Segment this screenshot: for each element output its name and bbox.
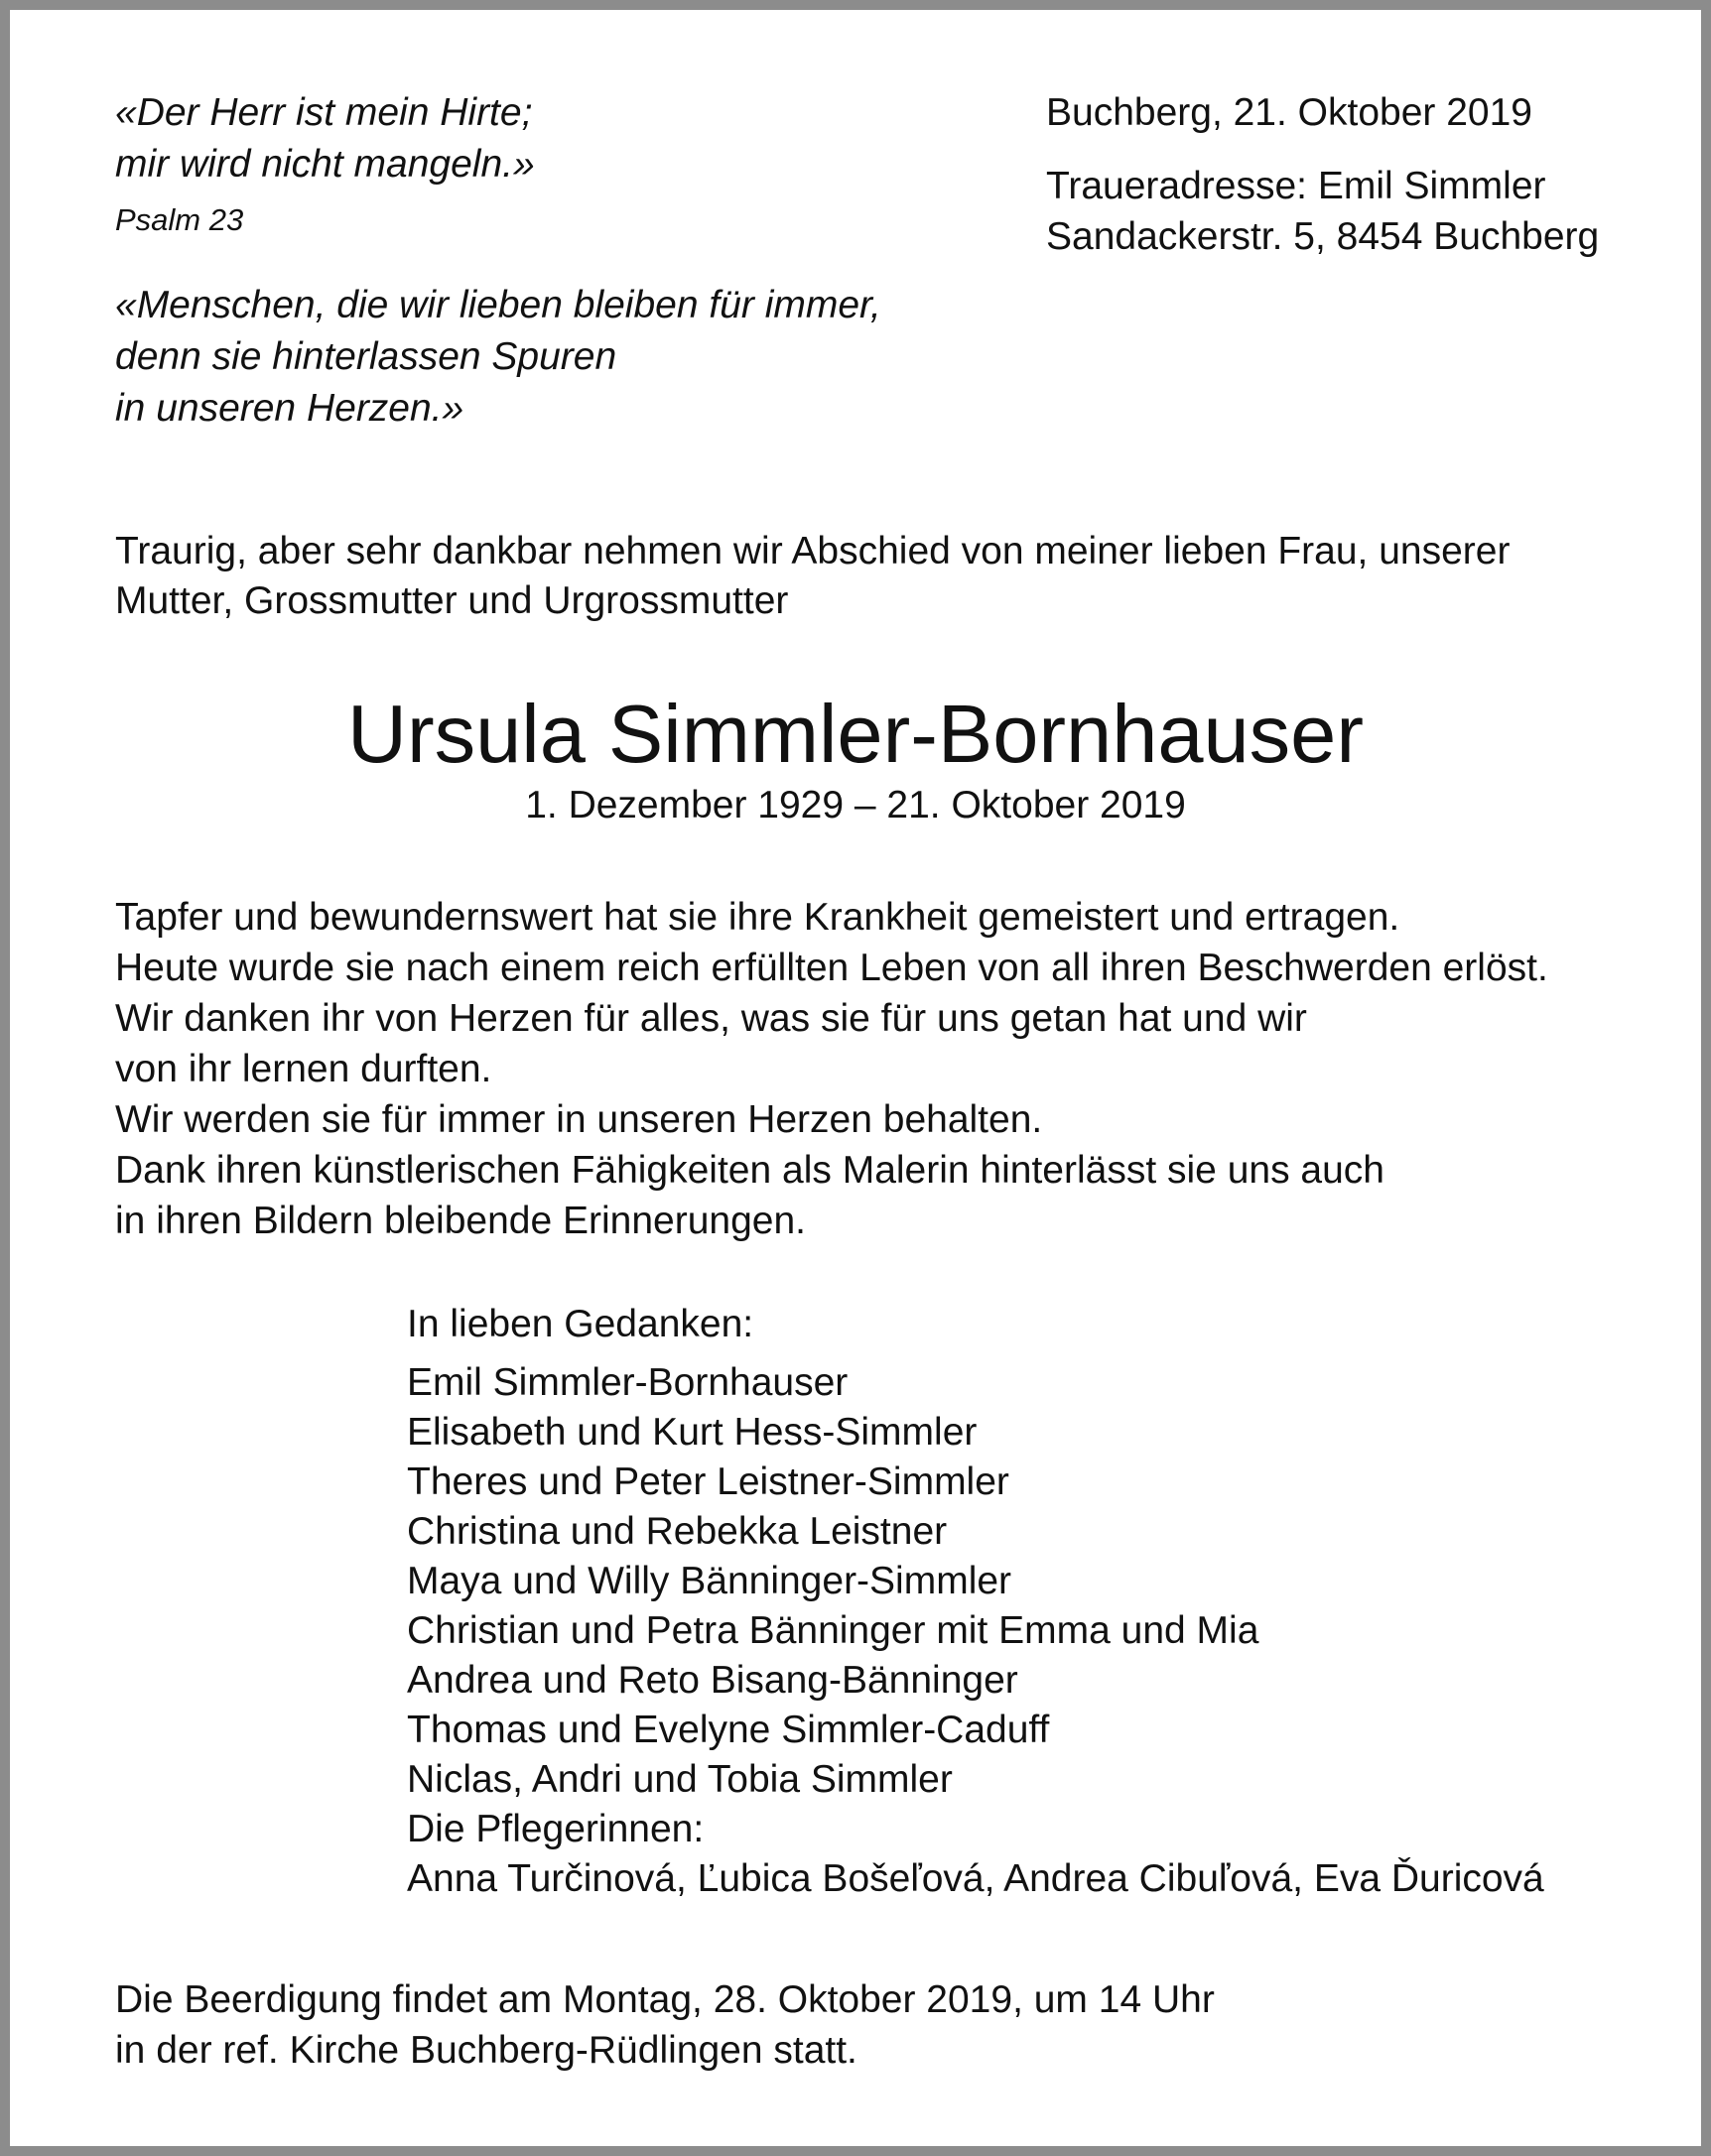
mourning-address-line: Traueradresse: Emil Simmler <box>1046 165 1546 207</box>
mourner-name: Elisabeth und Kurt Hess-Simmler <box>407 1411 978 1454</box>
mourner-name: Thomas und Evelyne Simmler-Caduff <box>407 1709 1050 1751</box>
intro-line: Traurig, aber sehr dankbar nehmen wir Abschied von meiner lieben Frau, unserer <box>115 530 1511 572</box>
mourner-name: Emil Simmler-Bornhauser <box>407 1361 849 1404</box>
intro-text <box>115 527 1510 626</box>
place-date: Buchberg, 21. Oktober 2019 <box>1046 91 1532 134</box>
memory-quote-line: «Menschen, die wir lieben bleiben für immer, <box>115 284 881 326</box>
mourning-address <box>1046 161 1599 262</box>
tribute-line: Heute wurde sie nach einem reich erfüllten Leben von all ihren Beschwerden erlöst. <box>115 947 1548 989</box>
tribute-line: Tapfer und bewundernswert hat sie ihre Krankheit gemeistert und ertragen. <box>115 896 1400 939</box>
psalm-quote-line: mir wird nicht mangeln.» <box>115 143 535 186</box>
tribute-line: Wir werden sie für immer in unseren Herzen behalten. <box>115 1098 1043 1141</box>
tribute-text <box>115 892 1548 1246</box>
mourner-name: Christian und Petra Bänninger mit Emma und Mia <box>407 1609 1259 1652</box>
funeral-line: in der ref. Kirche Buchberg-Rüdlingen statt. <box>115 2029 857 2072</box>
tribute-line: in ihren Bildern bleibende Erinnerungen. <box>115 1200 806 1242</box>
psalm-quote-line: «Der Herr ist mein Hirte; <box>115 91 533 134</box>
mourning-address-line: Sandackerstr. 5, 8454 Buchberg <box>1046 215 1600 258</box>
intro-line: Mutter, Grossmutter und Urgrossmutter <box>115 579 789 622</box>
mourner-name: Maya und Willy Bänninger-Simmler <box>407 1560 1012 1602</box>
memory-quote-line: in unseren Herzen.» <box>115 387 464 430</box>
memory-quote <box>115 280 881 435</box>
psalm-source: Psalm 23 <box>115 202 244 237</box>
mourners-list <box>407 1358 1544 1904</box>
mourners-heading: In lieben Gedanken: <box>407 1303 754 1345</box>
mourner-name: Die Pflegerinnen: <box>407 1808 705 1850</box>
mourner-name: Theres und Peter Leistner-Simmler <box>407 1460 1009 1503</box>
life-dates: 1. Dezember 1929 – 21. Oktober 2019 <box>525 784 1186 826</box>
tribute-line: von ihr lernen durften. <box>115 1048 492 1090</box>
mourner-name: Niclas, Andri und Tobia Simmler <box>407 1758 953 1801</box>
psalm-quote <box>115 87 535 190</box>
tribute-line: Wir danken ihr von Herzen für alles, was sie für uns getan hat und wir <box>115 997 1307 1040</box>
funeral-notice <box>115 1974 1215 2076</box>
mourner-name: Andrea und Reto Bisang-Bänninger <box>407 1659 1018 1702</box>
mourner-name: Anna Turčinová, Ľubica Bošeľová, Andrea Cibuľová, Eva Ďuricová <box>407 1857 1544 1900</box>
memory-quote-line: denn sie hinterlassen Spuren <box>115 335 617 378</box>
mourner-name: Christina und Rebekka Leistner <box>407 1510 948 1553</box>
deceased-name: Ursula Simmler-Bornhauser <box>347 688 1364 780</box>
tribute-line: Dank ihren künstlerischen Fähigkeiten als Malerin hinterlässt sie uns auch <box>115 1149 1384 1192</box>
funeral-line: Die Beerdigung findet am Montag, 28. Oktober 2019, um 14 Uhr <box>115 1978 1215 2021</box>
